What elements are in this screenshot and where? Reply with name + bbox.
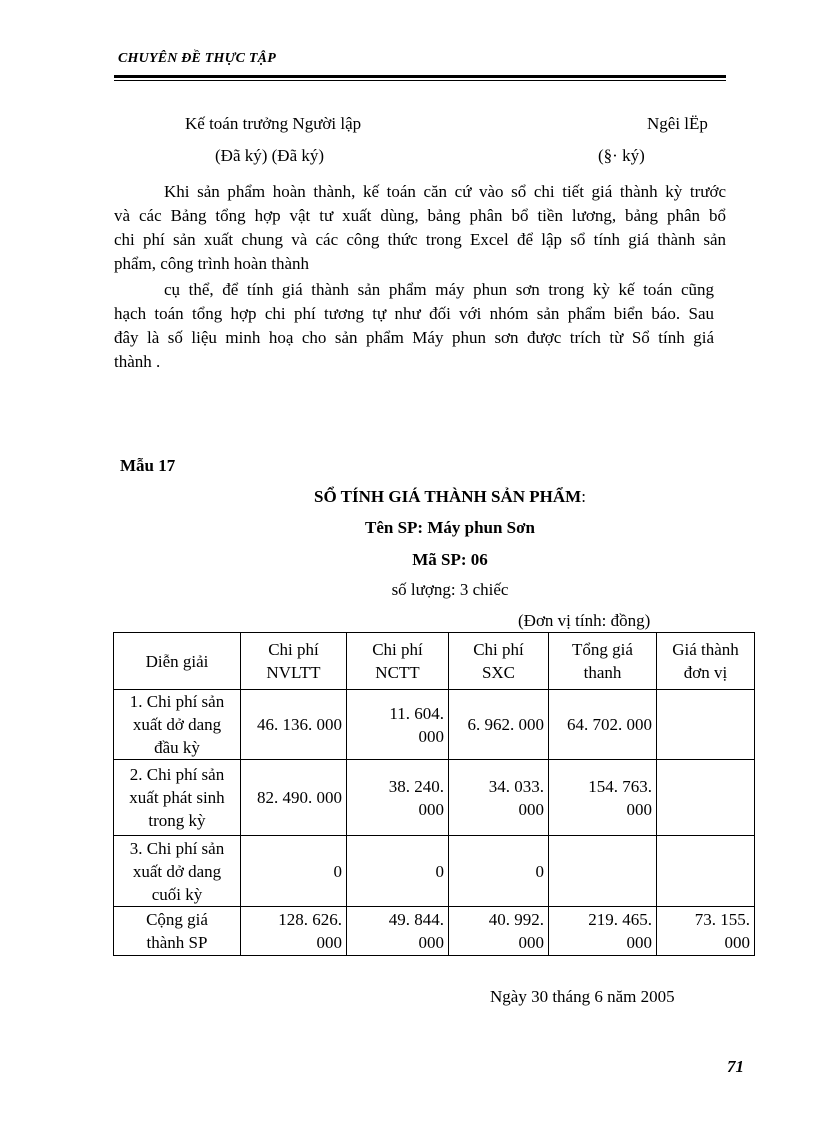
desc-line: 2. Chi phí sản — [129, 765, 225, 784]
cell-overhead-cost — [449, 690, 549, 760]
header-line: Chi phí — [372, 640, 423, 659]
paragraph-2-line: hạch toán tổng hợp chi phí tương tự như đối với nhóm sản phẩm biển báo. Sau — [114, 304, 714, 323]
cell-line: 000 — [418, 726, 444, 746]
header-line: NCTT — [375, 663, 420, 682]
header-labor-cost — [347, 633, 449, 690]
cell-line: 000 — [316, 933, 342, 952]
desc-line: thành SP — [146, 933, 208, 952]
table-row — [114, 760, 755, 836]
header-total-cost — [549, 633, 657, 690]
header-line: SXC — [481, 663, 516, 682]
desc-line: cuối kỳ — [151, 884, 203, 904]
header-line: Tổng giá — [572, 640, 633, 659]
desc-line: xuất dở dang — [132, 861, 222, 881]
table-header-row — [114, 633, 755, 690]
cell-material-cost — [241, 836, 347, 907]
header-rule-thick — [114, 75, 726, 78]
paragraph-2-line: cụ thể, để tính giá thành sản phẩm máy phun sơn trong kỳ kế toán cũng — [164, 280, 714, 299]
form-title: SỔ TÍNH GIÁ THÀNH SẢN PHẨM — [314, 487, 582, 506]
cell-unit-cost — [657, 836, 755, 907]
cell-line: 64. 702. 000 — [567, 715, 652, 734]
paragraph-2-line: đây là số liệu minh hoạ cho sản phẩm Máy phun sơn được trích từ Sổ tính giá — [114, 328, 714, 347]
cost-table — [113, 632, 755, 956]
cell-unit-cost — [657, 690, 755, 760]
cell-line: 000 — [626, 933, 652, 952]
signature-left-title: Kế toán trưởng Người lập — [185, 114, 362, 133]
header-line: Chi phí — [268, 640, 319, 659]
cell-labor-cost — [347, 760, 449, 836]
cell-total-cost — [549, 907, 657, 956]
cell-line: 0 — [333, 861, 342, 881]
desc-line: Cộng giá — [146, 910, 208, 929]
form-title-colon: : — [581, 487, 586, 506]
cell-line: 000 — [418, 933, 444, 952]
header-description — [114, 633, 241, 690]
row-description — [114, 690, 241, 760]
unit-note: (Đơn vị tính: đồng) — [518, 611, 651, 630]
header-line: Giá thành — [672, 640, 739, 659]
page-number: 71 — [727, 1057, 744, 1076]
product-code: Mã SP: 06 — [412, 550, 488, 569]
header-line: đơn vị — [683, 663, 728, 682]
paragraph-1 — [114, 180, 726, 276]
cell-line: 000 — [418, 799, 444, 819]
paragraph-1-line: và các Bảng tổng hợp vật tư xuất dùng, bảng phân bổ tiền lương, bảng phân bổ — [114, 206, 726, 225]
cell-overhead-cost — [449, 907, 549, 956]
cell-line: 82. 490. 000 — [257, 788, 342, 807]
product-name: Tên SP: Máy phun Sơn — [364, 518, 536, 537]
cell-line: 34. 033. — [488, 776, 544, 796]
header-material-cost — [241, 633, 347, 690]
signature-right-title: Ngêi lËp — [647, 114, 708, 133]
cell-overhead-cost — [449, 760, 549, 836]
table-row-total — [114, 907, 755, 956]
paragraph-2 — [114, 278, 714, 374]
cell-line: 73. 155. — [694, 910, 750, 929]
header-rule-thin — [114, 80, 726, 81]
cell-labor-cost — [347, 907, 449, 956]
cell-line: 0 — [535, 861, 544, 881]
cell-total-cost — [549, 690, 657, 760]
paragraph-1-line: chi phí sản xuất chung và các công thức trong Excel để lập sổ tính giá thành sản — [114, 230, 726, 249]
header-line: Diễn giải — [145, 651, 209, 671]
row-description — [114, 907, 241, 956]
desc-line: 1. Chi phí sản — [129, 692, 225, 711]
cell-labor-cost — [347, 836, 449, 907]
form-title-wrap — [0, 487, 816, 507]
paragraph-1-line: Khi sản phẩm hoàn thành, kế toán căn cứ vào sổ chi tiết giá thành kỳ trước — [164, 182, 726, 201]
document-date: Ngày 30 tháng 6 năm 2005 — [490, 987, 675, 1006]
row-description — [114, 760, 241, 836]
cell-line: 6. 962. 000 — [467, 715, 544, 734]
header-line: NVLTT — [266, 663, 321, 682]
cell-line: 11. 604. — [389, 703, 444, 723]
cell-line: 000 — [518, 933, 544, 952]
header-line: Chi phí — [473, 640, 524, 659]
cell-overhead-cost — [449, 836, 549, 907]
cell-line: 128. 626. — [278, 910, 342, 929]
form-label: Mẫu 17 — [120, 456, 176, 475]
cell-material-cost — [241, 760, 347, 836]
signature-right-signed: (§· ký) — [598, 146, 645, 165]
header-overhead-cost — [449, 633, 549, 690]
cell-total-cost — [549, 760, 657, 836]
desc-line: 3. Chi phí sản — [129, 838, 225, 858]
paragraph-1-line: phẩm, công trình hoàn thành — [114, 254, 309, 273]
cell-line: 000 — [626, 799, 652, 819]
running-header-title: CHUYÊN ĐỀ THỰC TẬP — [118, 51, 276, 66]
cell-line: 000 — [724, 933, 750, 952]
cell-unit-cost — [657, 907, 755, 956]
cell-line: 40. 992. — [488, 910, 544, 929]
desc-line: đầu kỳ — [154, 738, 200, 757]
header-unit-cost — [657, 633, 755, 690]
cell-line: 46. 136. 000 — [257, 715, 342, 734]
cell-line: 38. 240. — [388, 776, 444, 796]
table-row — [114, 836, 755, 907]
cell-line: 219. 465. — [588, 910, 652, 929]
cell-total-cost — [549, 836, 657, 907]
cell-line: 49. 844. — [388, 910, 444, 929]
cell-material-cost — [241, 690, 347, 760]
paragraph-2-line: thành . — [114, 352, 161, 371]
cell-line: 154. 763. — [588, 776, 652, 796]
desc-line: xuất phát sinh — [129, 788, 225, 807]
row-description — [114, 836, 241, 907]
cell-line: 000 — [518, 799, 544, 819]
header-line: thanh — [583, 663, 622, 682]
product-quantity: số lượng: 3 chiếc — [391, 580, 509, 599]
cell-unit-cost — [657, 760, 755, 836]
cell-labor-cost — [347, 690, 449, 760]
cell-line: 0 — [435, 861, 444, 881]
table-row — [114, 690, 755, 760]
desc-line: trong kỳ — [148, 811, 206, 830]
cell-material-cost — [241, 907, 347, 956]
desc-line: xuất dở dang — [132, 715, 222, 734]
signature-left-signed: (Đã ký) (Đã ký) — [215, 146, 325, 165]
